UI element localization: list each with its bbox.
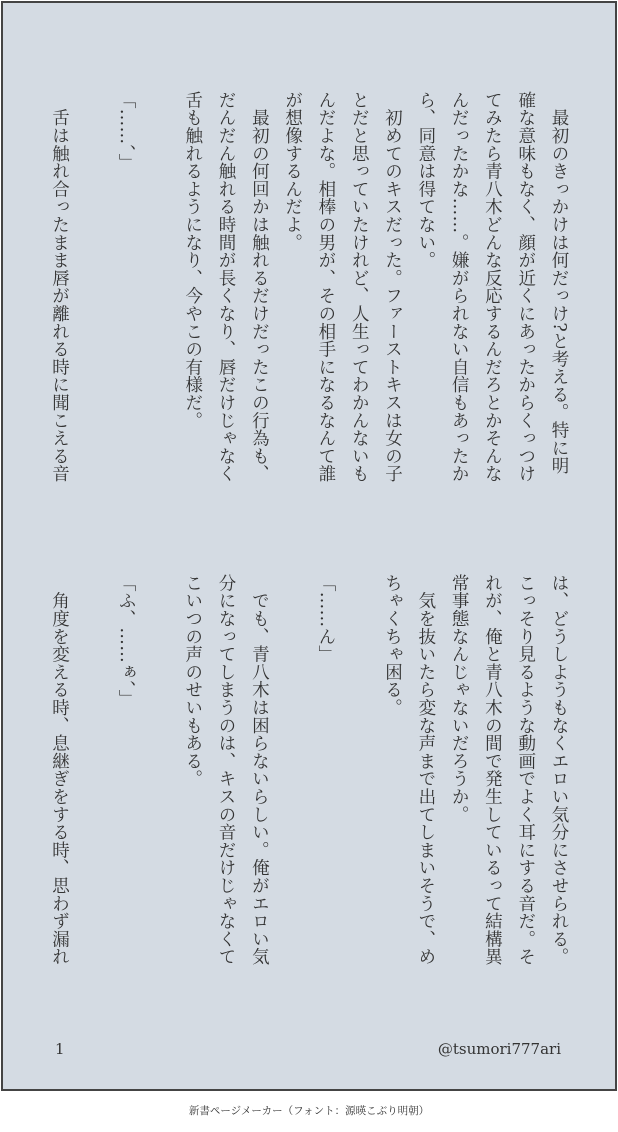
page-number: 1 (55, 1040, 65, 1058)
text-column: れが、俺と青八木の間で発生しているって結構異 (482, 574, 503, 966)
generator-credit: 新書ページメーカー（フォント：源暎こぶり明朝） (188, 1105, 430, 1117)
dialogue-column: 「……、」 (116, 91, 137, 172)
manuscript-page (1, 1, 617, 1091)
author-handle: @tsumori777ari (437, 1040, 561, 1058)
text-column: だんだん触れる時間が長くなり、唇だけじゃなく (216, 91, 237, 483)
text-column: んだったかな……。嫌がられない自信もあったか (449, 91, 470, 483)
text-column: 舌は触れ合ったまま唇が離れる時に聞こえる音 (49, 91, 70, 483)
text-block-top (15, 91, 575, 521)
text-column: 気を抜いたら変な声まで出てしまいそうで、め (415, 574, 436, 966)
blank-column (342, 574, 375, 1010)
text-column: んだよな。相棒の男が、その相手になるなんて誰 (315, 91, 336, 483)
text-column: 確な意味もなく、顔が近くにあったからくっつけ (515, 91, 536, 483)
text-column: が想像するんだよ。 (282, 91, 303, 252)
blank-column (142, 91, 175, 521)
text-column: 舌も触れるようになり、今やこの有様だ。 (182, 91, 203, 430)
blank-column (76, 574, 109, 1010)
text-column: てみたら青八木どんな反応するんだろとかそんな (482, 91, 503, 483)
dialogue-column: 「ふ、……ぁ、」 (116, 574, 137, 708)
blank-column (76, 91, 109, 521)
text-column: 常事態なんじゃないだろうか。 (449, 574, 470, 824)
text-column: こっそり見るような動画でよく耳にする音だ。そ (515, 574, 536, 966)
text-block-bottom (15, 574, 575, 1010)
text-column: ちゃくちゃ困る。 (382, 574, 403, 717)
dialogue-column: 「……ん」 (315, 574, 336, 663)
text-column: 分になってしまうのは、キスの音だけじゃなくて (216, 574, 237, 966)
text-column: 最初の何回かは触れるだけだったこの行為も、 (249, 91, 270, 483)
blank-column (275, 574, 308, 1010)
text-column: は、どうしようもなくエロい気分にさせられる。 (549, 574, 569, 966)
text-column: 最初のきっかけは何だっけ?と考える。特に明 (549, 91, 569, 475)
text-column: ら、同意は得てない。 (415, 91, 436, 269)
text-column: 角度を変える時、息継ぎをする時、思わず漏れ (49, 574, 70, 966)
text-column: こいつの声のせいもある。 (182, 574, 203, 788)
blank-column (142, 574, 175, 1010)
text-column: でも、青八木は困らないらしい。俺がエロい気 (249, 574, 270, 966)
text-column: とだと思っていたけれど、人生ってわかんないも (349, 91, 370, 483)
text-column: 初めてのキスだった。ファーストキスは女の子 (382, 91, 403, 483)
